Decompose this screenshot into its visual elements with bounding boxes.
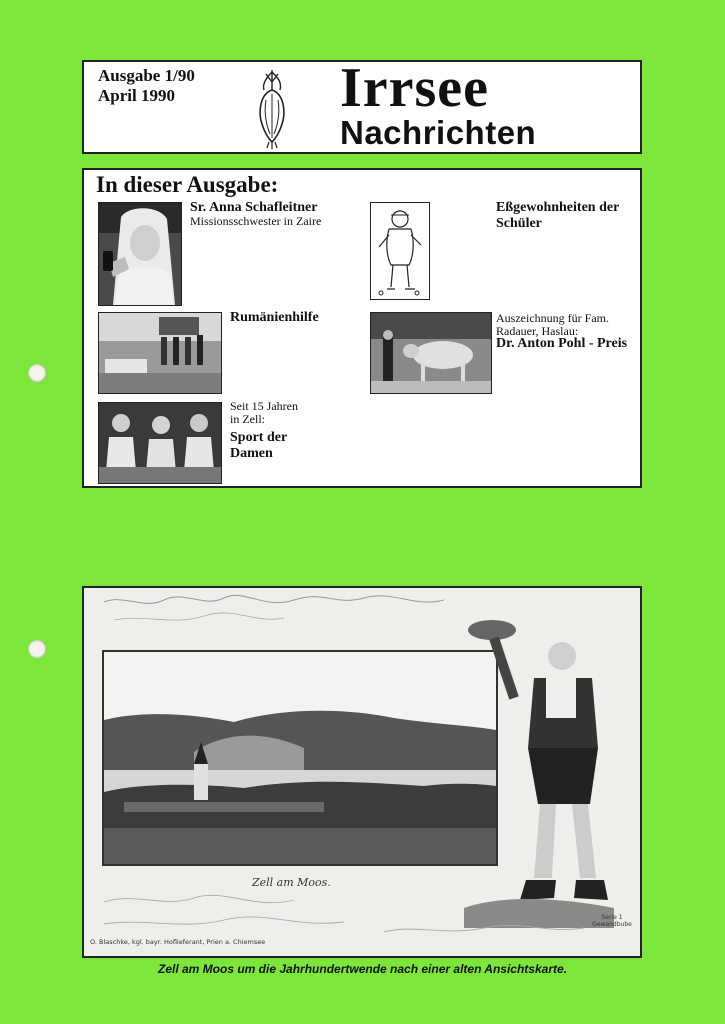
contents-heading: In dieser Ausgabe: (96, 172, 279, 197)
handwriting-bottom-icon (84, 888, 642, 948)
item-award-title: Dr. Anton Pohl - Preis (496, 336, 628, 351)
landscape-town-icon (104, 652, 496, 864)
punch-hole-bottom (28, 640, 46, 658)
postcard-publisher: O. Blaschke, kgl. bayr. Hoflieferant, Prien a. Chiemsee (90, 938, 266, 946)
issue-info (98, 66, 195, 106)
romania-aid-photo (98, 312, 222, 394)
issue-number: Ausgabe 1/90 (98, 66, 195, 85)
cow-scene-icon (371, 313, 491, 393)
contents-box (82, 168, 642, 488)
postcard-place-label: Zell am Moos. (252, 876, 331, 889)
postcard-caption: Zell am Moos um die Jahrhundertwende nach einer alten Ansichtskarte. (158, 962, 567, 976)
masthead (82, 57, 642, 154)
item-award-pretext: Auszeichnung für Fam. Radauer, Haslau: (496, 311, 609, 338)
item-romania-title: Rumänienhilfe (230, 310, 319, 325)
room-scene-icon (99, 313, 221, 393)
leek-logo-icon (252, 68, 292, 150)
issue-date: April 1990 (98, 86, 175, 105)
postcard-image (82, 586, 642, 958)
newspaper-title: Irrsee (340, 57, 490, 119)
item-nun-subtitle: Missionsschwester in Zaire (190, 214, 322, 228)
cow-award-photo (370, 312, 492, 394)
item-nun-title: Sr. Anna Schafleitner (190, 200, 318, 215)
nun-portrait-icon (99, 203, 181, 305)
town-view (102, 650, 498, 866)
postcard-serie-label: Serie 1 Gewandbube (592, 914, 632, 928)
item-eating-title: Eßgewohnheiten der Schüler (496, 200, 620, 231)
nun-photo (98, 202, 182, 306)
cartoon-student-icon (371, 203, 429, 299)
newspaper-subtitle: Nachrichten (340, 114, 537, 151)
women-team-icon (99, 403, 221, 483)
women-sport-photo (98, 402, 222, 484)
cartoon-box (370, 202, 430, 300)
item-sport-title: Sport der Damen (230, 430, 287, 461)
item-sport-pretext: Seit 15 Jahren in Zell: (230, 399, 298, 426)
man-in-lederhosen-icon (464, 608, 614, 928)
punch-hole-top (28, 364, 46, 382)
